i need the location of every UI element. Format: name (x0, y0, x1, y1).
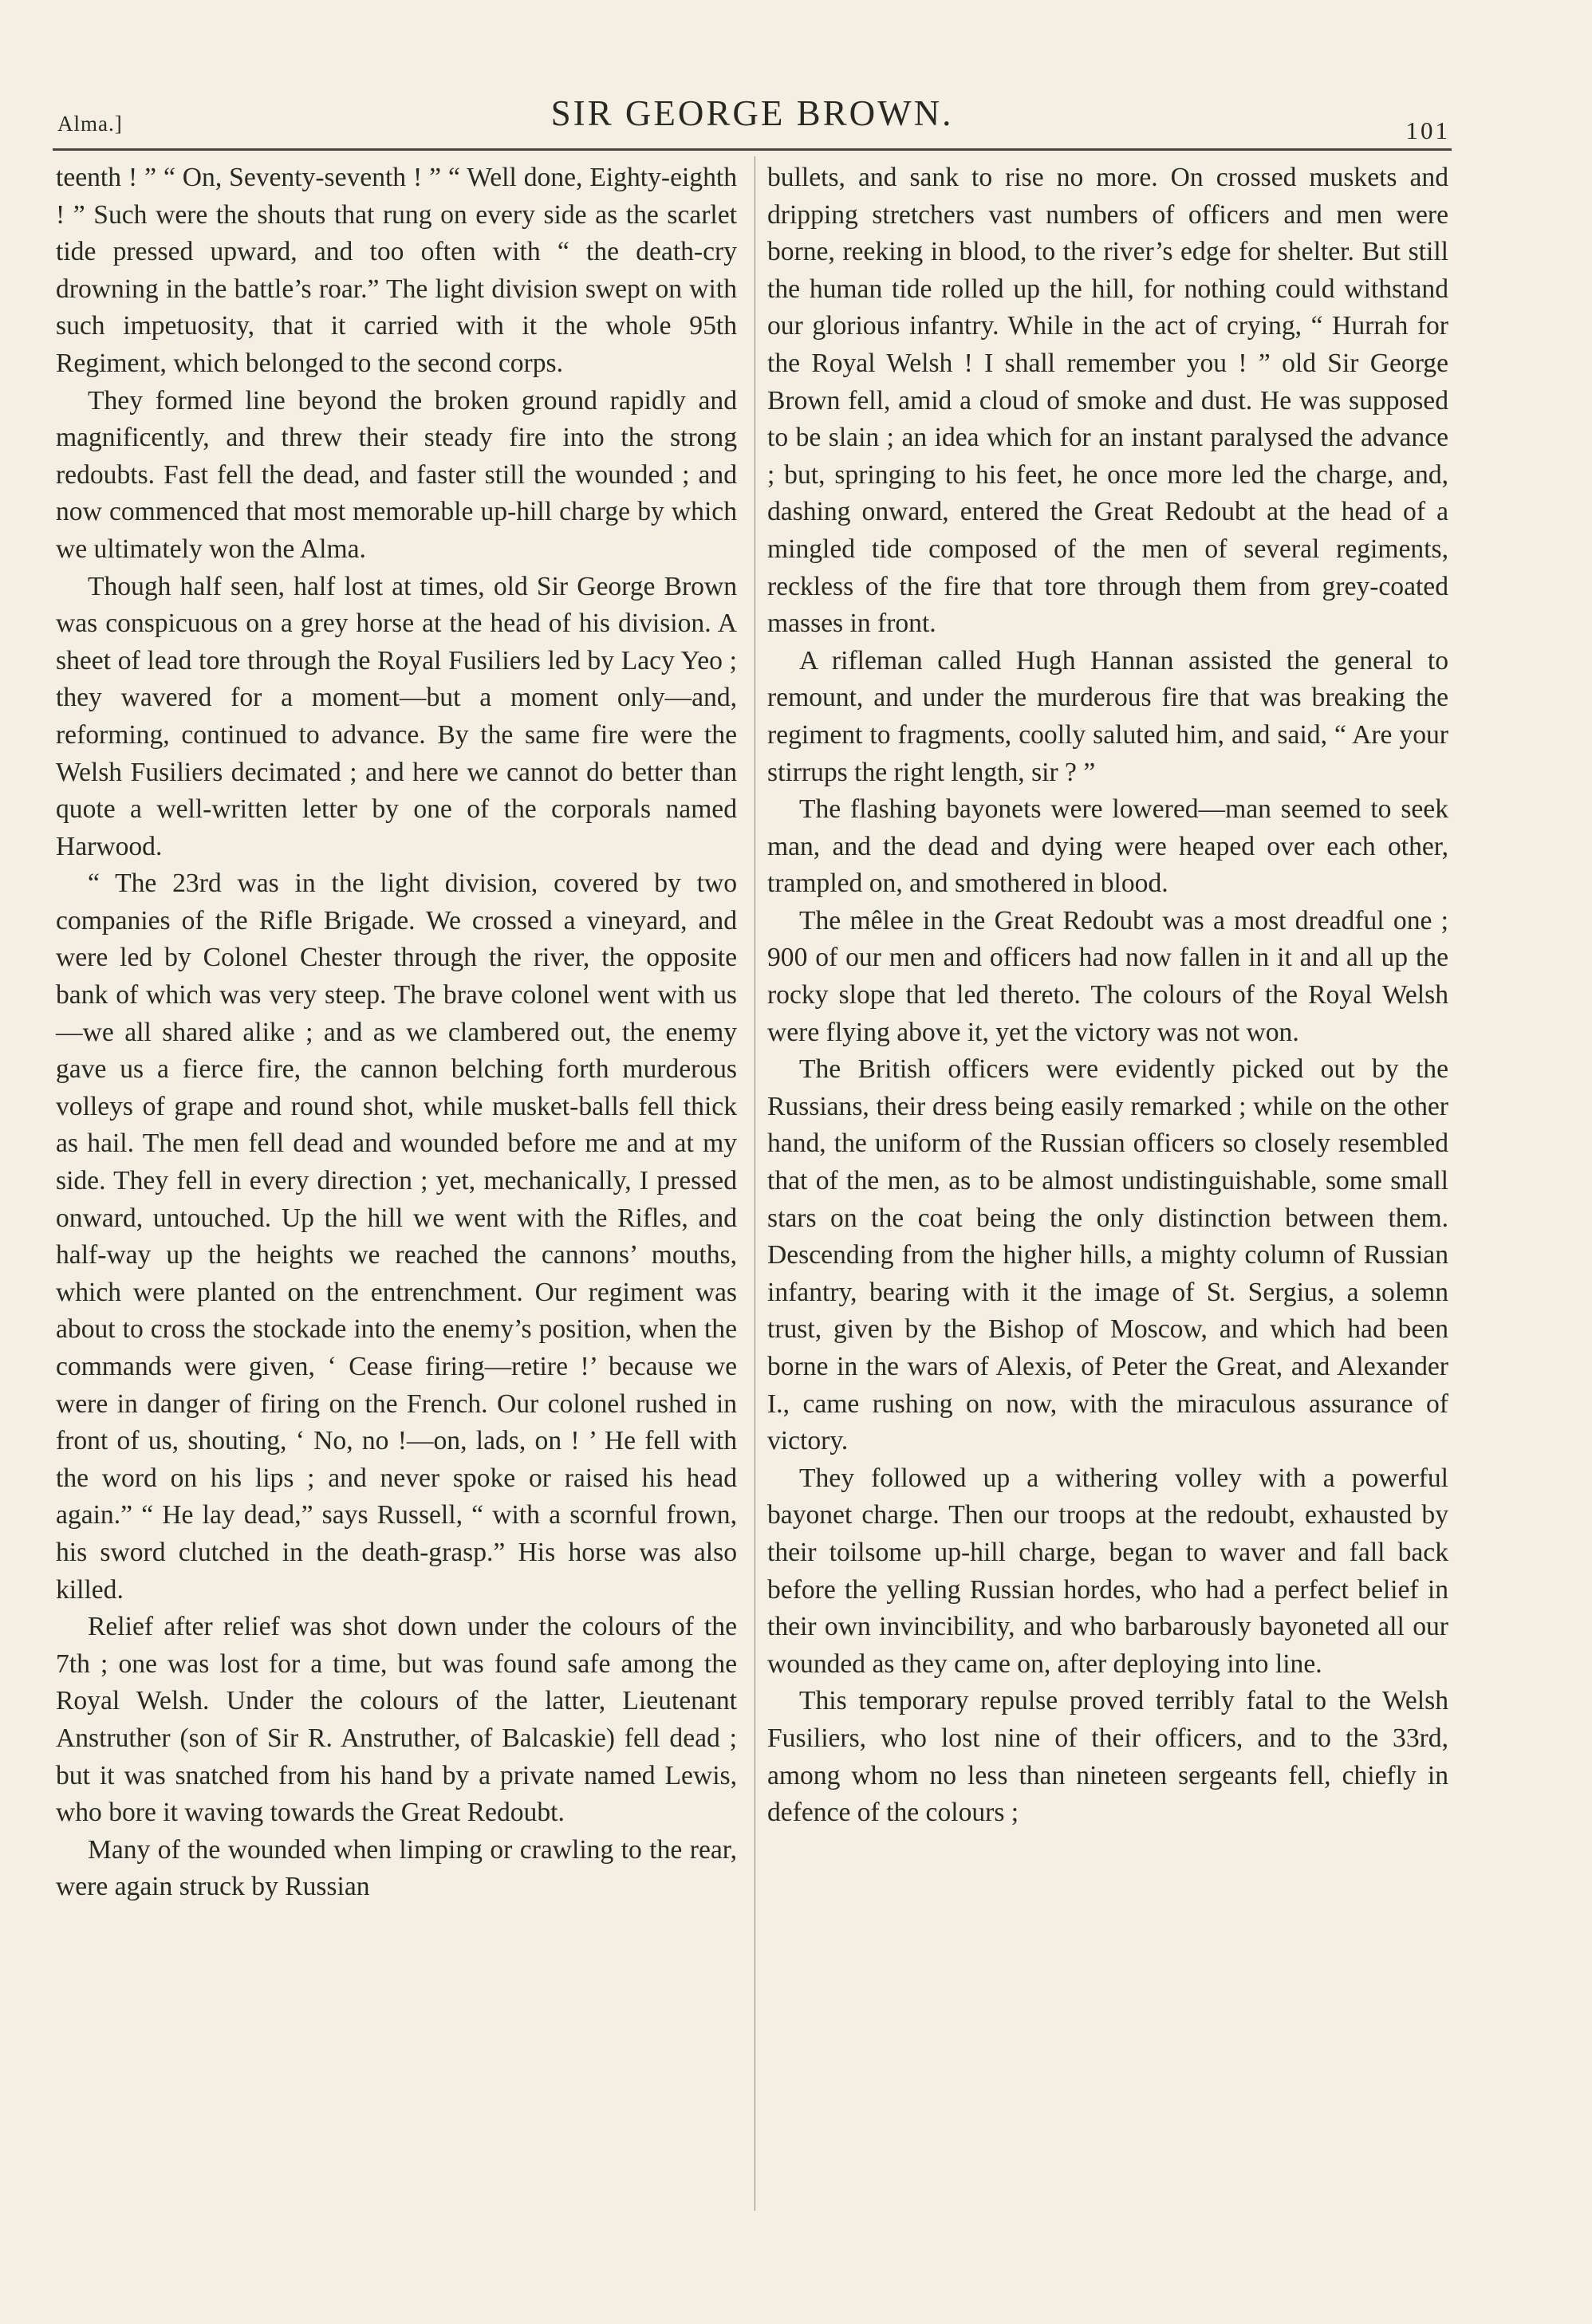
running-header (53, 86, 1452, 151)
paragraph: This temporary repulse proved terribly fatal to the Welsh Fusiliers, who lost nine of their officers, and to the 33rd, among whom no less than nineteen sergeants fell, chiefly in defence of the colours ; (767, 1686, 1448, 1828)
left-column (56, 160, 737, 1906)
paragraph: The British officers were evidently picked out by the Russians, their dress being easily remarked ; while on the other hand, the uniform of the Russian officers so closely resembled that of the men, as to be almost undistinguishable, some small stars on the coat being the only distinction between them. Descending from the higher hills, a mighty column of Russian infantry, bearing with it the image of St. Sergius, a solemn trust, given by the Bishop of Moscow, and which had been borne in the wars of Alexis, of Peter the Great, and Alexander I., came rushing on now, with the miraculous assurance of victory. (767, 1054, 1448, 1456)
paragraph: The mêlee in the Great Redoubt was a most dreadful one ; 900 of our men and officers had now fallen in it and all up the rocky slope that led thereto. The colours of the Royal Welsh were flying above it, yet the victory was not won. (767, 905, 1448, 1047)
paragraph: Though half seen, half lost at times, old Sir George Brown was conspicuous on a grey horse at the head of his division. A sheet of lead tore through the Royal Fusiliers led by Lacy Yeo ; they wavered for a moment—but a moment only—and, reforming, continued to advance. By the same fire were the Welsh Fusiliers decimated ; and here we cannot do better than quote a well-written letter by one of the corporals named Harwood. (56, 571, 737, 861)
paragraph: They formed line beyond the broken ground rapidly and magnificently, and threw their steady fire into the strong redoubts. Fast fell the dead, and faster still the wounded ; and now commenced that most memorable up-hill charge by which we ultimately won the Alma. (56, 385, 737, 564)
paragraph: Many of the wounded when limping or crawling to the rear, were again struck by Russian (56, 1834, 737, 1902)
page-title: SIR GEORGE BROWN. (550, 93, 954, 133)
paragraph: bullets, and sank to rise no more. On crossed muskets and dripping stretchers vast numbers of officers and men were borne, reeking in blood, to the river’s edge for shelter. But still the human tide rolled up the hill, for nothing could withstand our glorious infantry. While in the act of crying, “ Hurrah for the Royal Welsh ! I shall remember you ! ” old Sir George Brown fell, amid a cloud of smoke and dust. He was supposed to be slain ; an idea which for an instant paralysed the advance ; but, springing to his feet, he once more led the charge, and, dashing onward, entered the Great Redoubt at the head of a mingled tide composed of the men of several regiments, reckless of the fire that tore through them from grey-coated masses in front. (767, 163, 1448, 639)
paragraph: Relief after relief was shot down under the colours of the 7th ; one was lost for a time, but was found safe among the Royal Welsh. Under the colours of the latter, Lieutenant Anstruther (son of Sir R. Anstruther, of Balcaskie) fell dead ; but it was snatched from his hand by a private named Lewis, who bore it waving towards the Great Redoubt. (56, 1612, 737, 1828)
paragraph: They followed up a withering volley with a powerful bayonet charge. Then our troops at the redoubt, exhausted by their toilsome up-hill charge, began to waver and fall back before the yelling Russian hordes, who had a perfect belief in their own invincibility, and who barbarously bayoneted all our wounded as they came on, after deploying into line. (767, 1463, 1448, 1679)
right-column (767, 160, 1448, 1832)
section-label: Alma.] (57, 112, 123, 136)
page-number: 101 (1405, 116, 1450, 144)
paragraph: The flashing bayonets were lowered—man seemed to seek man, and the dead and dying were heaped over each other, trampled on, and smothered in blood. (767, 794, 1448, 899)
paragraph: A rifleman called Hugh Hannan assisted the general to remount, and under the murderous fire that was breaking the regiment to fragments, coolly saluted him, and said, “ Are your stirrups the right length, sir ? ” (767, 645, 1448, 787)
paragraph: “ The 23rd was in the light division, covered by two companies of the Rifle Brigade. We crossed a vineyard, and were led by Colonel Chester through the river, the opposite bank of which was very steep. The brave colonel went with us—we all shared alike ; and as we clambered out, the enemy gave us a fierce fire, the cannon belching forth murderous volleys of grape and round shot, while musket-balls fell thick as hail. The men fell dead and wounded before me and at my side. They fell in every direction ; yet, mechanically, I pressed onward, untouched. Up the hill we went with the Rifles, and half-way up the heights we reached the cannons’ mouths, which were planted on the entrenchment. Our regiment was about to cross the stockade into the enemy’s position, when the commands were given, ‘ Cease firing—retire !’ because we were in danger of firing on the French. Our colonel rushed in front of us, shouting, ‘ No, no !—on, lads, on ! ’ He fell with the word on his lips ; and never spoke or raised his head again.” “ He lay dead,” says Russell, “ with a scornful frown, his sword clutched in the death-grasp.” His horse was also killed. (56, 869, 737, 1605)
paragraph: teenth ! ” “ On, Seventy-seventh ! ” “ Well done, Eighty-eighth ! ” Such were the shouts that rung on every side as the scarlet tide pressed upward, and too often with “ the death-cry drowning in the battle’s roar.” The light division swept on with such impetuosity, that it carried with it the whole 95th Regiment, which belonged to the second corps. (56, 163, 737, 378)
